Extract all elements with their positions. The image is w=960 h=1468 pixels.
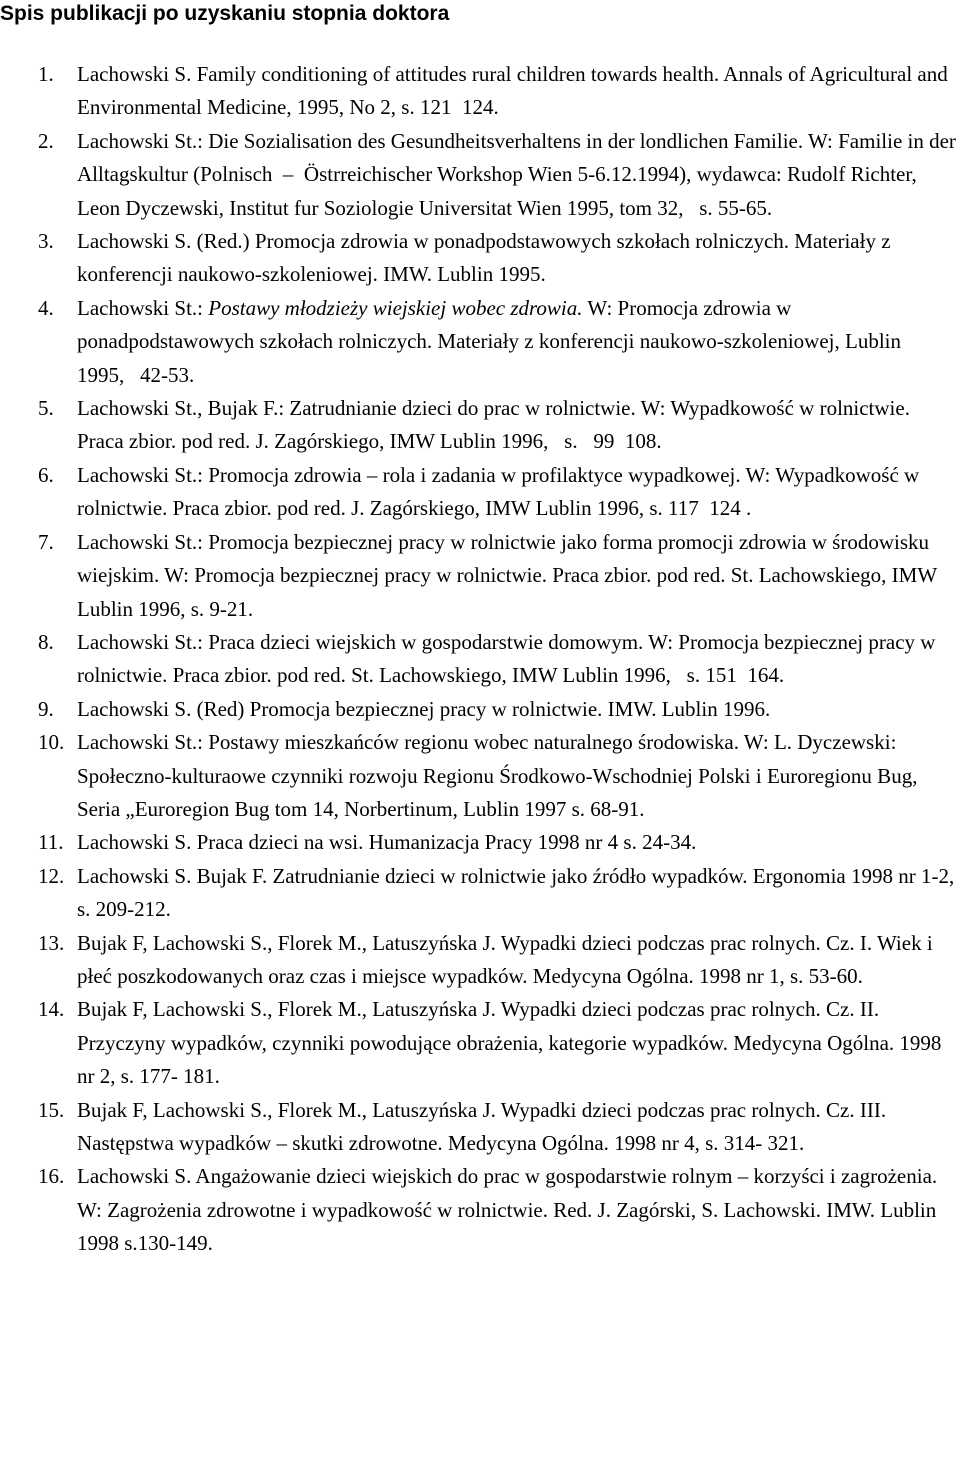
list-item <box>0 860 960 927</box>
citation-text: Bujak F, Lachowski S., Florek M., Latuszyńska J. Wypadki dzieci podczas prac rolnych. Cz. III. Następstwa wypadków – skutki zdrowotne. Medycyna Ogólna. 1998 nr 4, s. 314- 321. <box>77 1097 887 1155</box>
citation-text: Lachowski S. Praca dzieci na wsi. Humanizacja Pracy 1998 nr 4 s. 24-34. <box>77 830 697 855</box>
citation-rest: W: Promocja zdrowia w ponadpodstawowych szkołach rolniczych. Materiały z konferencji naukowo-szkoleniowej, Lublin 1995, 42-53. <box>77 295 912 387</box>
list-item <box>0 292 960 392</box>
list-item <box>0 927 960 994</box>
item-number: 9. <box>38 696 54 721</box>
citation-text: Lachowski St.: Praca dzieci wiejskich w gospodarstwie domowym. W: Promocja bezpiecznej pracy w rolnictwie. Praca zbior. pod red. St. Lachowskiego, IMW Lublin 1996, s. 151 164. <box>77 629 936 688</box>
item-number: 5. <box>38 396 54 421</box>
list-item <box>0 726 960 826</box>
citation-text: Lachowski St.: Die Sozialisation des Gesundheitsverhaltens in der londlichen Familie. W: Familie in der Alltagskultur (Polnisch – Östrreichischer Workshop Wien 5-6.12.1994), wydawca: Rudolf Richter, Leon Dyczewski, Institut fur Soziologie Universitat Wien 1995, tom 32, s. 55-65. <box>77 128 956 220</box>
citation-text: Bujak F, Lachowski S., Florek M., Latuszyńska J. Wypadki dzieci podczas prac rolnych. Cz. II. Przyczyny wypadków, czynniki powodujące obrażenia, kategorie wypadków. Medycyna Ogólna. 1998 nr 2, s. 177- 181. <box>77 997 942 1089</box>
item-number: 1. <box>38 62 54 86</box>
citation-text: Lachowski S. Bujak F. Zatrudnianie dzieci w rolnictwie jako źródło wypadków. Ergonomia 1998 nr 1-2, s. 209-212. <box>77 863 955 922</box>
list-item <box>0 392 960 459</box>
item-number: 10. <box>38 730 65 755</box>
item-number: 2. <box>38 128 54 153</box>
item-number: 7. <box>38 529 54 554</box>
list-item <box>0 225 960 292</box>
list-item <box>0 125 960 225</box>
page-title: Spis publikacji po uzyskaniu stopnia doktora <box>0 2 450 25</box>
item-number: 3. <box>38 229 54 254</box>
item-number: 8. <box>38 629 54 654</box>
list-item <box>0 526 960 626</box>
citation-text: Lachowski S. (Red) Promocja bezpiecznej pracy w rolnictwie. IMW. Lublin 1996. <box>77 696 771 721</box>
list-item <box>0 826 960 859</box>
list-item <box>0 1094 960 1161</box>
item-number: 13. <box>38 930 65 955</box>
item-number: 4. <box>38 295 54 320</box>
list-item <box>0 693 960 726</box>
item-number: 16. <box>38 1164 65 1189</box>
citation-text: Lachowski S. Angażowanie dzieci wiejskich do prac w gospodarstwie rolnym – korzyści i zagrożenia. W: Zagrożenia zdrowotne i wypadkowość w rolnictwie. Red. J. Zagórski, S. Lachowski. IMW. Lublin 1998 s.130-149. <box>77 1164 938 1256</box>
item-number: 14. <box>38 997 65 1022</box>
list-item <box>0 459 960 526</box>
list-item <box>0 58 960 125</box>
citation-text: Lachowski St.: Promocja bezpiecznej pracy w rolnictwie jako forma promocji zdrowia w środowisku wiejskim. W: Promocja bezpiecznej pracy w rolnictwie. Praca zbior. pod red. St. Lachowskiego, IMW Lublin 1996, s. 9-21. <box>77 529 937 621</box>
item-number: 6. <box>38 462 54 487</box>
publication-list <box>0 58 960 1261</box>
citation-text: Lachowski S. (Red.) Promocja zdrowia w ponadpodstawowych szkołach rolniczych. Materiały z konferencji naukowo-szkoleniowej. IMW. Lublin 1995. <box>77 229 891 287</box>
citation-text: Lachowski St., Bujak F.: Zatrudnianie dzieci do prac w rolnictwie. W: Wypadkowość w rolnictwie. Praca zbior. pod red. J. Zagórskiego, IMW Lublin 1996, s. 99 108. <box>77 396 910 454</box>
citation-text: Lachowski S. Family conditioning of attitudes rural children towards health. Annals of Agricultural and Environmental Medicine, 1995, No 2, s. 121 124. <box>77 62 948 120</box>
item-number: 12. <box>38 863 65 888</box>
citation-author: Lachowski St.: <box>77 295 209 320</box>
list-item <box>0 1160 960 1260</box>
item-number: 15. <box>38 1097 65 1122</box>
list-item <box>0 993 960 1093</box>
citation-text <box>77 292 960 392</box>
citation-text: Lachowski St.: Promocja zdrowia – rola i zadania w profilaktyce wypadkowej. W: Wypadkowość w rolnictwie. Praca zbior. pod red. J. Zagórskiego, IMW Lublin 1996, s. 117 124 . <box>77 462 920 521</box>
item-number: 11. <box>38 830 64 855</box>
citation-title-italic: Postawy młodzieży wiejskiej wobec zdrowia. <box>208 295 583 320</box>
citation-text: Lachowski St.: Postawy mieszkańców regionu wobec naturalnego środowiska. W: L. Dyczewski: Społeczno-kulturaowe czynniki rozwoju Regionu Środkowo-Wschodniej Polski i Euroregionu Bug, Seria „Euroregion Bug tom 14, Norbertinum, Lublin 1997 s. 68-91. <box>77 730 918 821</box>
list-item <box>0 626 960 693</box>
citation-text: Bujak F, Lachowski S., Florek M., Latuszyńska J. Wypadki dzieci podczas prac rolnych. Cz. I. Wiek i płeć poszkodowanych oraz czas i miejsce wypadków. Medycyna Ogólna. 1998 nr 1, s. 53-60. <box>77 930 933 988</box>
